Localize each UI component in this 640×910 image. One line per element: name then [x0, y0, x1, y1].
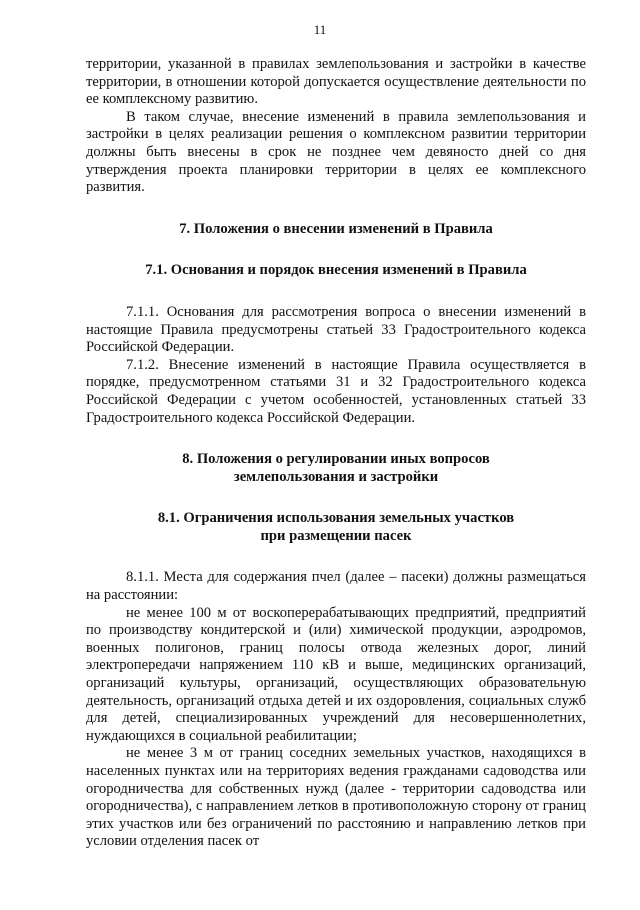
document-body	[86, 56, 586, 851]
paragraph-complex-development: В таком случае, внесение изменений в правила землепользования и застройки в целях реализации решения о комплексном развитии территории должны быть внесены в срок не позднее чем девяносто дней со дня утверждения проекта планировки территории в целях ее комплексного развития.	[86, 108, 586, 196]
section-8-heading-line-2: землепользования и застройки	[233, 468, 439, 485]
section-8-1-heading-line-2: при размещении пасек	[260, 527, 412, 544]
paragraph-continuation: территории, указанной в правилах землепользования и застройки в качестве территории, в отношении которой допускается осуществление деятельности по ее комплексному развитию.	[86, 56, 586, 108]
paragraph-8-1-1: 8.1.1. Места для содержания пчел (далее – пасеки) должны размещаться на расстоянии:	[86, 569, 586, 604]
section-7-1-heading: 7.1. Основания и порядок внесения изменений в Правила	[145, 262, 527, 279]
page-number: 11	[313, 22, 327, 37]
section-7-heading: 7. Положения о внесении изменений в Правила	[179, 220, 493, 237]
section-8-1-heading	[86, 510, 586, 545]
section-8-heading	[86, 451, 586, 486]
paragraph-7-1-2: 7.1.2. Внесение изменений в настоящие Правила осуществляется в порядке, предусмотренном статьями 31 и 32 Градостроительного кодекса Российской Федерации с учетом особенностей, установленных статьей 33 Градостроительного кодекса Российской Федерации.	[86, 356, 586, 426]
section-8-1-heading-line-1: 8.1. Ограничения использования земельных участков	[157, 510, 515, 527]
paragraph-distance-100m: не менее 100 м от воскоперерабатывающих предприятий, предприятий по производству кондитерской и (или) химической продукции, аэродромов, военных полигонов, границ полосы отвода железных дорог, линий электропередачи напряжением 110 кВ и выше, медицинских организаций, организаций культуры, организаций, осуществляющих образовательную деятельность, организаций отдыха детей и их оздоровления, социальных служб для детей, специализированных учреждений для несовершеннолетних, нуждающихся в социальной реабилитации;	[86, 604, 586, 744]
paragraph-distance-3m: не менее 3 м от границ соседних земельных участков, находящихся в населенных пунктах или на территориях ведения гражданами садоводства или огородничества для собственных нужд (далее - территории садоводства или огородничества), с направлением летков в противоположную сторону от границ этих участков или без ограничений по расстоянию и направлению летков при условии отделения пасек от	[86, 745, 586, 850]
paragraph-7-1-1: 7.1.1. Основания для рассмотрения вопроса о внесении изменений в настоящие Правила предусмотрены статьей 33 Градостроительного кодекса Российской Федерации.	[86, 303, 586, 356]
section-8-heading-line-1: 8. Положения о регулировании иных вопросов	[182, 451, 490, 468]
